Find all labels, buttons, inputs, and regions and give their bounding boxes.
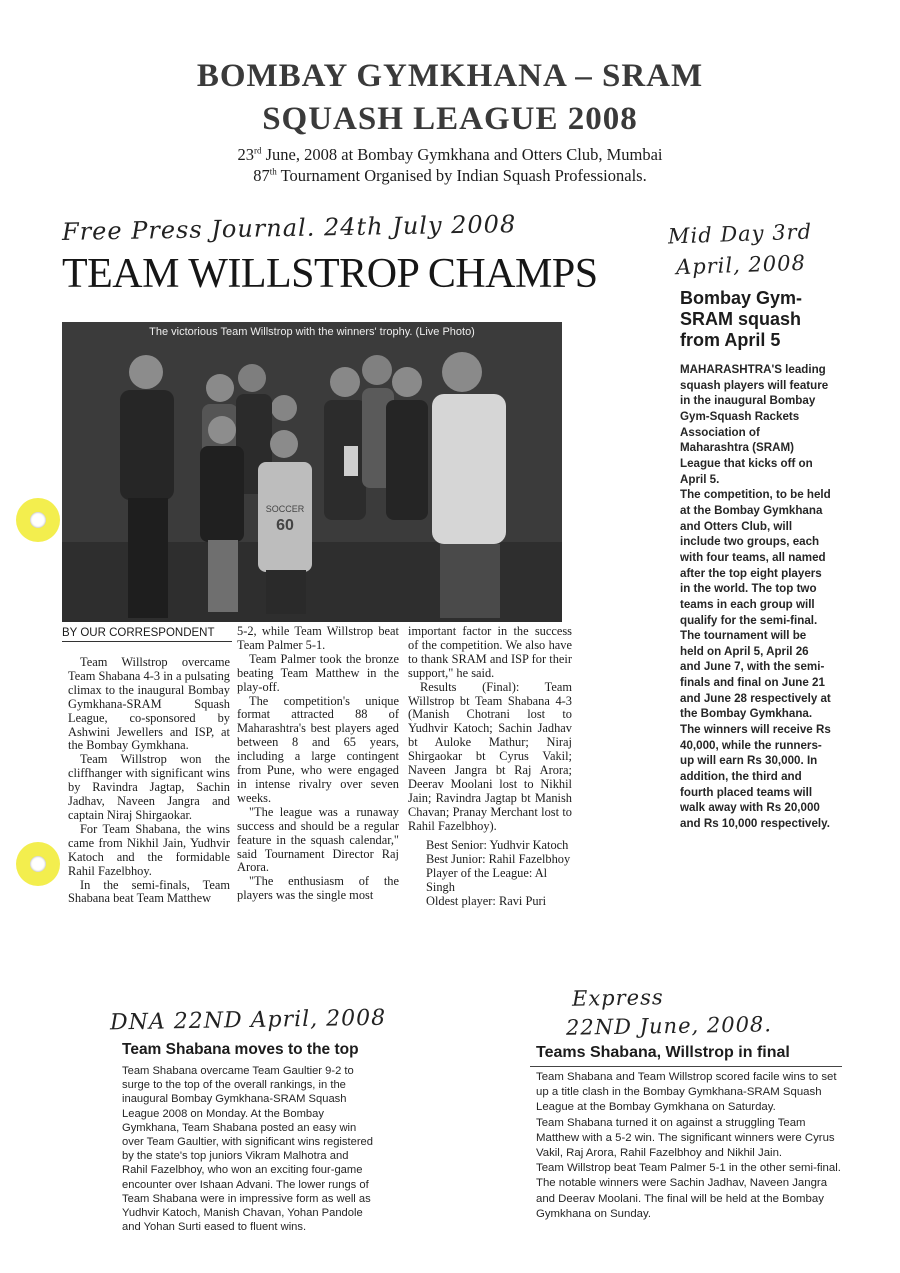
award-player-of-league: Player of the League: Al Singh [426,866,548,894]
fpj-results: Results (Final): Team Willstrop bt Team Shabana 4-3 (Manish Chotrani lost to Yudhvir Katoch; Sachin Jadhav bt Auloke Mathur; Niraj Shirgaokar bt Cyrus Vakil; Naveen Jangra bt Raj Arora; Deerav Moolani lost to Nikhil Jain; Ravindra Jagtap bt Manish Chavan; Pranay Merchant lost to Rahil Fazelbhoy). [408,679,572,833]
award-oldest-player: Oldest player: Ravi Puri [426,894,547,908]
express-divider [530,1066,842,1067]
express-handwritten-date: 22ND June, 2008. [565,1012,773,1040]
page-title-line2: SQUASH LEAGUE 2008 [262,101,638,137]
midday-handwritten-date: April, 2008 [675,250,807,280]
fpj-paragraph: "The enthusiasm of the players was the single most [237,874,399,903]
team-photo-image [62,322,562,622]
dna-handwritten-source: DNA 22ND April, 2008 [109,1005,387,1036]
punch-hole-bottom [16,842,60,886]
express-handwritten-source: Express [571,985,664,1011]
byline-divider [62,641,232,642]
award-best-junior: Best Junior: Rahil Fazelbhoy [426,852,571,866]
midday-paragraph: The competition, to be held at the Bombay Gymkhana and Otters Club, will include two groups, each with four teams, all named after the top eight players in the world. The top two teams in each group will qualify for the semi-final. The tournament will be held on April 5, April 26 and June 7, with the semi-finals and final on June 21 and June 28 respectively at the Bombay Gymkhana. The winners will receive Rs 40,000, while the runners-up will earn Rs 30,000. In addition, the third and fourth placed teams will walk away with Rs 20,000 and Rs 10,000 respectively. [680,488,831,831]
fpj-paragraph: "The league was a runaway success and should be a regular feature in the squash calendar," said Tournament Director Raj Arora. [237,804,399,875]
dna-body: Team Shabana overcame Team Gaultier 9-2 to surge to the top of the overall rankings, in the inaugural Bombay Gymkhana-SRAM Squash League 2008 on Monday. At the Bombay Gymkhana, Team Shabana posted an easy win over Team Gaultier, with significant wins registered by the state's top juniors Vikram Malhotra and Rahil Fazelbhoy, who won an exciting four-game encounter over Ishaan Advani. The lower rungs of Team Shabana were in impressive form as well as Yudhvir Katoch, Manish Chavan, Yohan Pandole and Yohan Surti eased to fluent wins. [122,1065,374,1234]
jersey-number: 60 [276,517,294,534]
express-headline: Teams Shabana, Willstrop in final [536,1044,790,1061]
fpj-paragraph: important factor in the success of the competition. We also have to thank SRAM and ISP for their support," he said. [408,624,572,680]
punch-hole-top [16,498,60,542]
fpj-paragraph: For Team Shabana, the wins came from Nikhil Jain, Yudhvir Katoch and the formidable Rahil Fazelbhoy. [68,821,230,878]
tournament-organiser: 87th Tournament Organised by Indian Squash Professionals. [253,166,647,185]
express-paragraph: Team Willstrop beat Team Palmer 5-1 in the other semi-final. The notable winners were Sachin Jadhav, Naveen Jangra and Deerav Moolani. The final will be held at the Bombay Gymkhana on Sunday. [536,1162,841,1220]
fpj-paragraph: In the semi-finals, Team Shabana beat Team Matthew [68,877,230,906]
fpj-handwritten-source: Free Press Journal. 24th July 2008 [61,210,517,246]
byline: BY OUR CORRESPONDENT [62,627,215,639]
team-photo [62,322,562,622]
fpj-paragraph: Team Willstrop won the cliffhanger with significant wins by Ravindra Jagtap, Sachin Jadhav, Naveen Jangra and captain Niraj Shirgaokar. [68,752,230,822]
midday-paragraph: MAHARASHTRA'S leading squash players will feature in the inaugural Bombay Gym-Squash Rackets Association of Maharashtra (SRAM) League that kicks off on April 5. [680,363,829,486]
fpj-column-1 [68,656,230,906]
fpj-column-3 [408,625,572,834]
dna-headline: Team Shabana moves to the top [122,1041,359,1058]
page-title-line1: BOMBAY GYMKHANA – SRAM [196,58,704,94]
photo-caption: The victorious Team Willstrop with the winners' trophy. (Live Photo) [149,326,475,338]
midday-handwritten-source: Mid Day 3rd [667,219,813,249]
midday-body [680,362,832,832]
fpj-headline: TEAM WILLSTROP CHAMPS [62,251,598,297]
fpj-paragraph: The competition's unique format attracted 88 of Maharashtra's best players aged between 8 and 65 years, including a large contingent from Pune, who were engaged in intense rivalry over seven weeks. [237,693,399,805]
midday-headline: Bombay Gym-SRAM squash from April 5 [680,288,803,350]
express-body [536,1070,842,1222]
fpj-column-2 [237,625,399,903]
award-best-senior: Best Senior: Yudhvir Katoch [426,838,569,852]
fpj-paragraph: 5-2, while Team Willstrop beat Team Palmer 5-1. [237,624,399,652]
express-paragraph: Team Shabana and Team Willstrop scored facile wins to set up a title clash in the Bombay Gymkhana-SRAM Squash League at the Bombay Gymkhana on Saturday. [536,1071,837,1114]
event-date-venue: 23rd June, 2008 at Bombay Gymkhana and Otters Club, Mumbai [237,145,663,164]
fpj-awards [408,838,572,908]
express-paragraph: Team Shabana turned it on against a struggling Team Matthew with a 5-2 win. The significant winners were Cyrus Vakil, Raj Arora, Rahil Fazelbhoy and Nikhil Jain. [536,1116,835,1160]
fpj-paragraph: Team Palmer took the bronze beating Team Matthew in the play-off. [237,651,399,694]
fpj-paragraph: Team Willstrop overcame Team Shabana 4-3 in a pulsating climax to the inaugural Bombay Gymkhana-SRAM Squash League, co-sponsored by Ashwini Jewellers and ISP, at the Bombay Gymkhana. [68,655,230,753]
jersey-text: SOCCER [265,504,305,514]
